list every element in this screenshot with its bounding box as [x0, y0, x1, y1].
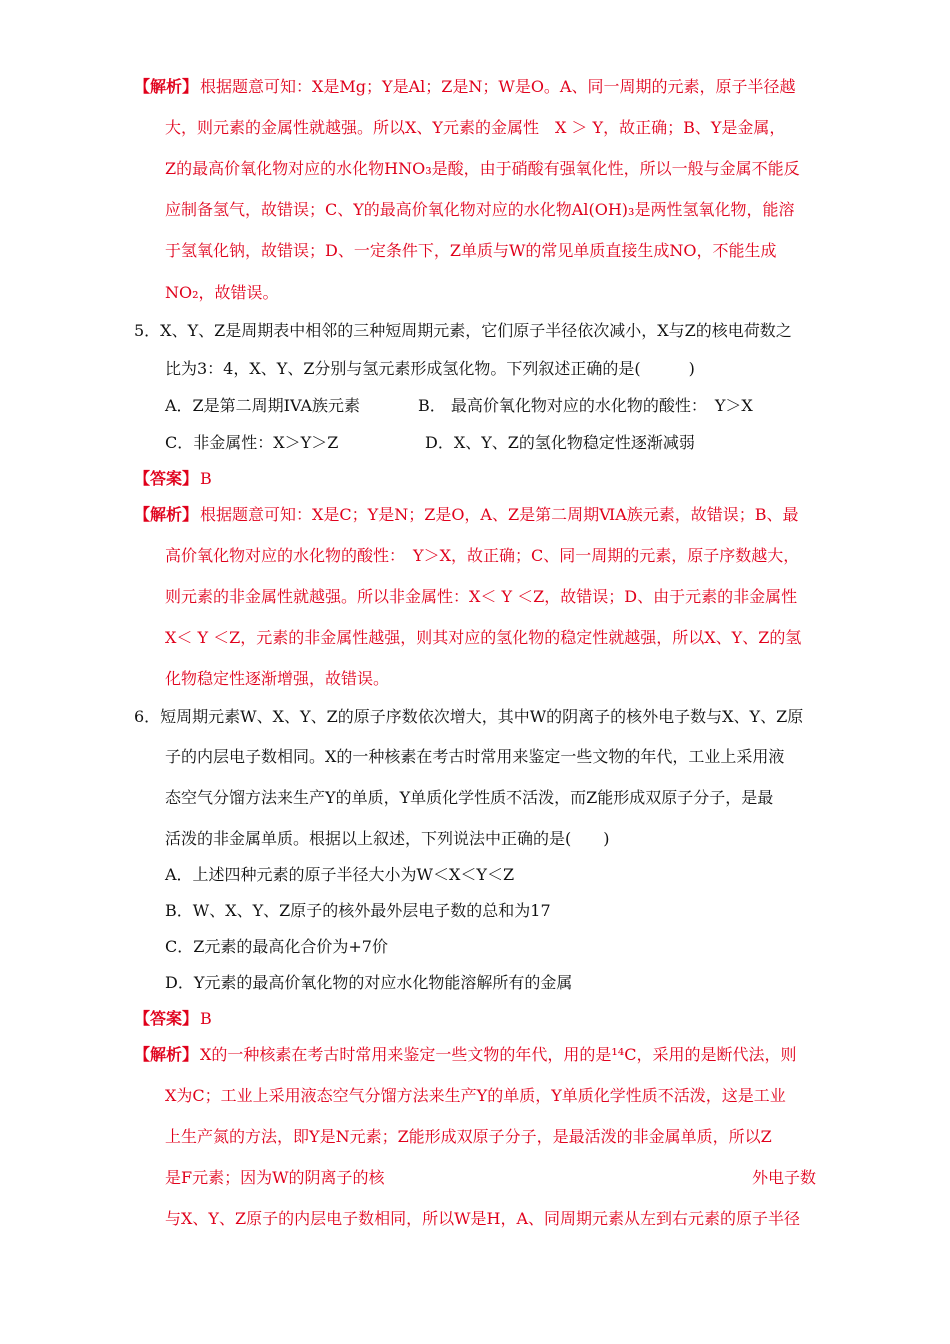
question-6-stem: 活泼的非金属单质。根据以上叙述，下列说法中正确的是( ) [165, 829, 610, 848]
analysis-line: 根据题意可知：X是Mg；Y是Al；Z是N；W是O。A、同一周期的元素，原子半径越 [200, 77, 796, 96]
question-6-option-d: D．Y元素的最高价氧化物的对应水化物能溶解所有的金属 [165, 973, 573, 992]
question-5-option-c: C．非金属性：X＞Y＞Z [165, 433, 339, 452]
analysis-line: 于氢氧化钠，故错误；D、一定条件下，Z单质与W的常见单质直接生成NO，不能生成 [165, 241, 777, 260]
analysis-line: 大，则元素的金属性就越强。所以X、Y元素的金属性 X ＞ Y，故正确；B、Y是金属， [165, 118, 786, 137]
question-5-stem: 比为3：4，X、Y、Z分别与氢元素形成氢化物。下列叙述正确的是( ) [165, 359, 695, 378]
analysis-line: X的一种核素在考古时常用来鉴定一些文物的年代，用的是¹⁴C，采用的是断代法，则 [200, 1045, 797, 1064]
analysis-line: 与X、Y、Z原子的内层电子数相同，所以W是H，A、同周期元素从左到右元素的原子半径 [165, 1209, 801, 1228]
analysis-line: 外电子数 [752, 1168, 817, 1187]
analysis-line: Z的最高价氧化物对应的水化物HNO₃是酸，由于硝酸有强氧化性，所以一般与金属不能反 [165, 159, 800, 178]
question-5-option-a: A．Z是第二周期IVA族元素 [165, 396, 361, 415]
answer-value: B [200, 469, 212, 488]
question-5-option-d: D．X、Y、Z的氢化物稳定性逐渐减弱 [425, 433, 695, 452]
question-6-option-a: A．上述四种元素的原子半径大小为W＜X＜Y＜Z [165, 865, 515, 884]
question-6-option-c: C．Z元素的最高化合价为+7价 [165, 937, 388, 956]
question-6-stem: 子的内层电子数相同。X的一种核素在考古时常用来鉴定一些文物的年代，工业上采用液 [165, 747, 785, 766]
analysis-tag: 【解析】 [134, 505, 199, 524]
analysis-tag: 【解析】 [134, 77, 199, 96]
analysis-line: NO₂，故错误。 [165, 283, 279, 302]
analysis-tag: 【解析】 [134, 1045, 199, 1064]
question-6-stem: 6．短周期元素W、X、Y、Z的原子序数依次增大，其中W的阴离子的核外电子数与X、Y、Z原 [134, 707, 804, 726]
question-6-option-b: B．W、X、Y、Z原子的核外最外层电子数的总和为17 [165, 901, 551, 920]
answer-tag: 【答案】 [134, 469, 199, 488]
analysis-line: 根据题意可知：X是C；Y是N；Z是O，A、Z是第二周期ⅥA族元素，故错误；B、最 [200, 505, 799, 524]
analysis-line: X为C；工业上采用液态空气分馏方法来生产Y的单质，Y单质化学性质不活泼，这是工业 [165, 1086, 786, 1105]
question-5-option-b: B． 最高价氧化物对应的水化物的酸性： Y＞X [418, 396, 753, 415]
answer-value: B [200, 1009, 212, 1028]
question-6-stem: 态空气分馏方法来生产Y的单质，Y单质化学性质不活泼，而Z能形成双原子分子，是最 [165, 788, 774, 807]
analysis-line: 化物稳定性逐渐增强，故错误。 [165, 669, 390, 688]
analysis-line: 上生产氮的方法，即Y是N元素；Z能形成双原子分子，是最活泼的非金属单质，所以Z [165, 1127, 772, 1146]
analysis-line: 高价氧化物对应的水化物的酸性： Y＞X，故正确；C、同一周期的元素，原子序数越大， [165, 546, 800, 565]
analysis-line: 应制备氢气，故错误；C、Y的最高价氧化物对应的水化物Al(OH)₃是两性氢氧化物，能溶 [165, 200, 795, 219]
analysis-line: 是F元素；因为W的阴离子的核 [165, 1168, 385, 1187]
answer-tag: 【答案】 [134, 1009, 199, 1028]
question-5-stem: 5．X、Y、Z是周期表中相邻的三种短周期元素，它们原子半径依次减小，X与Z的核电荷数之 [134, 321, 792, 340]
analysis-line: X＜ Y ＜Z，元素的非金属性越强，则其对应的氢化物的稳定性就越强，所以X、Y、Z的氢 [165, 628, 802, 647]
analysis-line: 则元素的非金属性就越强。所以非金属性：X＜ Y ＜Z，故错误；D、由于元素的非金属性 [165, 587, 798, 606]
